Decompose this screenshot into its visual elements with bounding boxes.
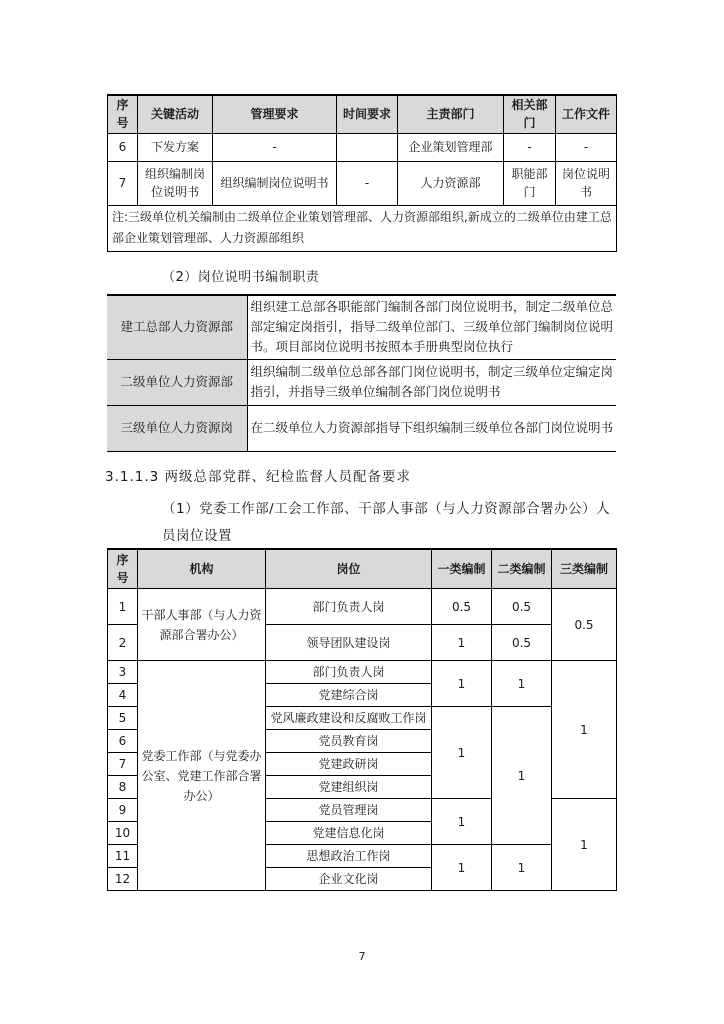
table-cell: 7 (108, 161, 138, 205)
table-header-row (108, 95, 617, 133)
table-row (108, 133, 617, 161)
quota-cell: 1 (492, 707, 552, 845)
row-number: 4 (108, 684, 138, 707)
org-cell: 干部人事部（与人力资源部合署办公） (138, 589, 266, 661)
post-cell: 党员管理岗 (266, 799, 432, 822)
post-cell: 党风廉政建设和反腐败工作岗 (266, 707, 432, 730)
post-cell: 党建政研岗 (266, 753, 432, 776)
header-cell: 工作文件 (556, 95, 617, 133)
table-row (108, 589, 617, 625)
quota-cell: 1 (432, 707, 492, 799)
header-cell: 二类编制 (492, 549, 552, 589)
table-note: 注:三级单位机关编制由二级单位企业策划管理部、人力资源部组织,新成立的二级单位由建工总部企业策划管理部、人力资源部组织 (108, 205, 617, 251)
table-cell: - (504, 133, 556, 161)
header-cell: 序号 (108, 549, 138, 589)
table-cell: - (556, 133, 617, 161)
table-cell: 组织编制岗位说明书 (213, 161, 337, 205)
row-number: 3 (108, 661, 138, 684)
quota-cell: 1 (432, 845, 492, 891)
table-cell: 人力资源部 (398, 161, 504, 205)
header-cell: 关键活动 (138, 95, 213, 133)
duty-cell: 组织建工总部各职能部门编制各部门岗位说明书，制定二级单位总部定编定岗指引，指导二级单位部门、三级单位部门编制岗位说明书。项目部岗位说明书按照本手册典型岗位执行 (247, 295, 616, 359)
table-cell: 职能部门 (504, 161, 556, 205)
table-cell: - (213, 133, 337, 161)
table-header-row (108, 549, 617, 589)
row-number: 2 (108, 625, 138, 661)
quota-cell: 0.5 (432, 589, 492, 625)
table-cell (337, 133, 398, 161)
page-number: 7 (358, 950, 366, 963)
header-cell: 序号 (108, 95, 138, 133)
quota-cell: 1 (552, 799, 617, 891)
table-cell: 下发方案 (138, 133, 213, 161)
header-cell: 岗位 (266, 549, 432, 589)
duty-cell: 在二级单位人力资源部指导下组织编制三级单位各部门岗位说明书 (247, 405, 616, 451)
row-number: 10 (108, 822, 138, 845)
unit-cell: 建工总部人力资源部 (107, 295, 247, 359)
table-cell: - (337, 161, 398, 205)
quota-cell: 1 (552, 661, 617, 799)
header-cell: 时间要求 (337, 95, 398, 133)
header-cell: 管理要求 (213, 95, 337, 133)
quota-cell: 1 (432, 799, 492, 845)
section-heading: 3.1.1.3 两级总部党群、纪检监督人员配备要求 (105, 469, 412, 485)
table-cell: 6 (108, 133, 138, 161)
header-cell: 主责部门 (398, 95, 504, 133)
header-cell: 三类编制 (552, 549, 617, 589)
row-number: 1 (108, 589, 138, 625)
subsection-heading: （1）党委工作部/工会工作部、干部人事部（与人力资源部合署办公）人员岗位设置 (162, 501, 611, 544)
header-cell: 相关部门 (504, 95, 556, 133)
post-cell: 党建组织岗 (266, 776, 432, 799)
staffing-table (107, 548, 617, 891)
post-cell: 党建综合岗 (266, 684, 432, 707)
post-cell: 领导团队建设岗 (266, 625, 432, 661)
subsection-heading: （2）岗位说明书编制职责 (162, 270, 320, 285)
post-cell: 部门负责人岗 (266, 589, 432, 625)
activity-table (107, 94, 617, 252)
quota-cell: 0.5 (492, 625, 552, 661)
post-cell: 党建信息化岗 (266, 822, 432, 845)
quota-cell: 0.5 (492, 589, 552, 625)
note-row (108, 205, 617, 251)
row-number: 9 (108, 799, 138, 822)
post-cell: 党员教育岗 (266, 730, 432, 753)
header-cell: 一类编制 (432, 549, 492, 589)
row-number: 6 (108, 730, 138, 753)
table-row (108, 661, 617, 684)
table-row (107, 359, 616, 405)
header-cell: 机构 (138, 549, 266, 589)
unit-cell: 二级单位人力资源部 (107, 359, 247, 405)
row-number: 12 (108, 868, 138, 891)
table-cell: 岗位说明书 (556, 161, 617, 205)
quota-cell: 1 (492, 845, 552, 891)
post-cell: 部门负责人岗 (266, 661, 432, 684)
org-cell: 党委工作部（与党委办公室、党建工作部合署办公） (138, 661, 266, 891)
duty-cell: 组织编制二级单位总部各部门岗位说明书，制定三级单位定编定岗指引，并指导三级单位编制各部门岗位说明书 (247, 359, 616, 405)
quota-cell: 1 (492, 661, 552, 707)
quota-cell: 0.5 (552, 589, 617, 661)
row-number: 5 (108, 707, 138, 730)
row-number: 8 (108, 776, 138, 799)
table-row (107, 295, 616, 359)
quota-cell: 1 (432, 661, 492, 707)
row-number: 7 (108, 753, 138, 776)
table-cell: 企业策划管理部 (398, 133, 504, 161)
table-cell: 组织编制岗位说明书 (138, 161, 213, 205)
table-row (107, 405, 616, 451)
quota-cell: 1 (432, 625, 492, 661)
unit-cell: 三级单位人力资源岗 (107, 405, 247, 451)
post-cell: 思想政治工作岗 (266, 845, 432, 868)
post-cell: 企业文化岗 (266, 868, 432, 891)
row-number: 11 (108, 845, 138, 868)
responsibility-table (107, 294, 616, 452)
table-row (108, 161, 617, 205)
